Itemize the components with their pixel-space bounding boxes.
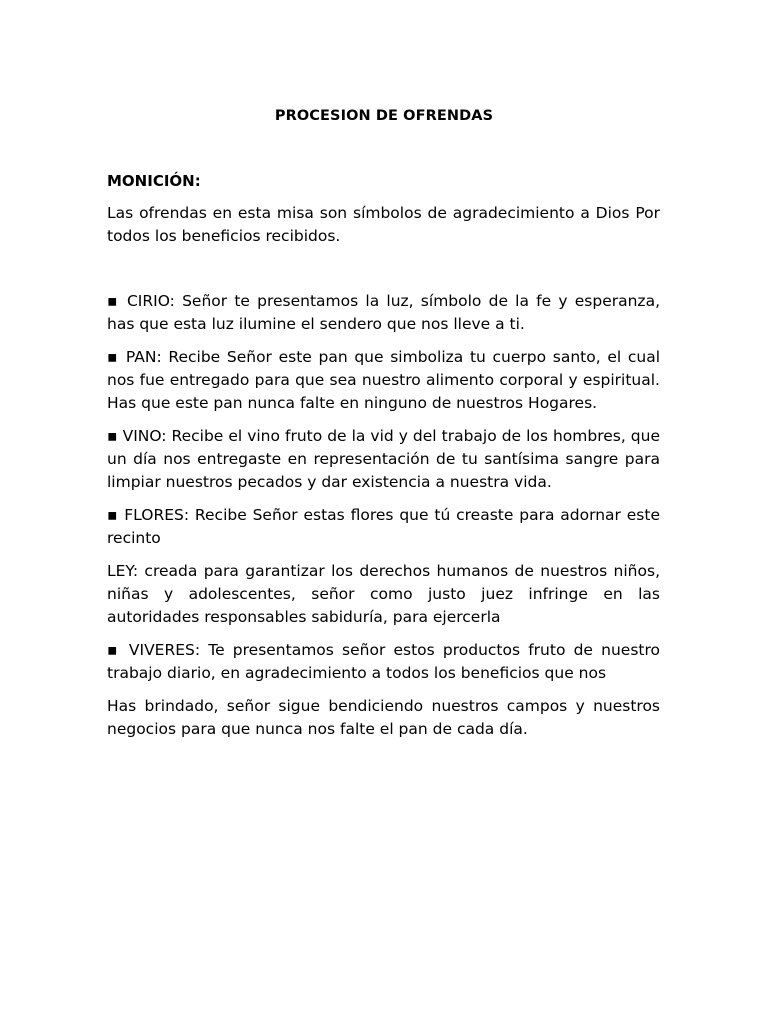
document-body [107, 170, 660, 751]
paragraph-flores: ▪ FLORES: Recibe Señor estas flores que tú creaste para adornar este recinto [107, 506, 660, 547]
paragraph-vino: ▪ VINO: Recibe el vino fruto de la vid y del trabajo de los hombres, que un día nos entregaste en representación de tu santísima sangre para limpiar nuestros pecados y dar existencia a nuestra vida. [107, 427, 660, 491]
monicion-heading: MONICIÓN: [107, 172, 201, 190]
paragraph-closing: Has brindado, señor sigue bendiciendo nuestros campos y nuestros negocios para que nunca nos falte el pan de cada día. [107, 697, 660, 738]
paragraph-pan: ▪ PAN: Recibe Señor este pan que simboliza tu cuerpo santo, el cual nos fue entregado para que sea nuestro alimento corporal y espiritual. Has que este pan nunca falte en ninguno de nuestros Hogares. [107, 348, 660, 412]
paragraph-viveres: ▪ VIVERES: Te presentamos señor estos productos fruto de nuestro trabajo diario, en agradecimiento a todos los beneficios que nos [107, 641, 660, 682]
monicion-text: Las ofrendas en esta misa son símbolos de agradecimiento a Dios Por todos los beneficios recibidos. [107, 204, 660, 245]
paragraph-ley: LEY: creada para garantizar los derechos humanos de nuestros niños, niñas y adolescentes, señor como justo juez infringe en las autoridades responsables sabiduría, para ejercerla [107, 562, 660, 626]
paragraph-cirio: ▪ CIRIO: Señor te presentamos la luz, símbolo de la fe y esperanza, has que esta luz ilumine el sendero que nos lleve a ti. [107, 292, 660, 333]
document-title: PROCESION DE OFRENDAS [274, 108, 494, 124]
